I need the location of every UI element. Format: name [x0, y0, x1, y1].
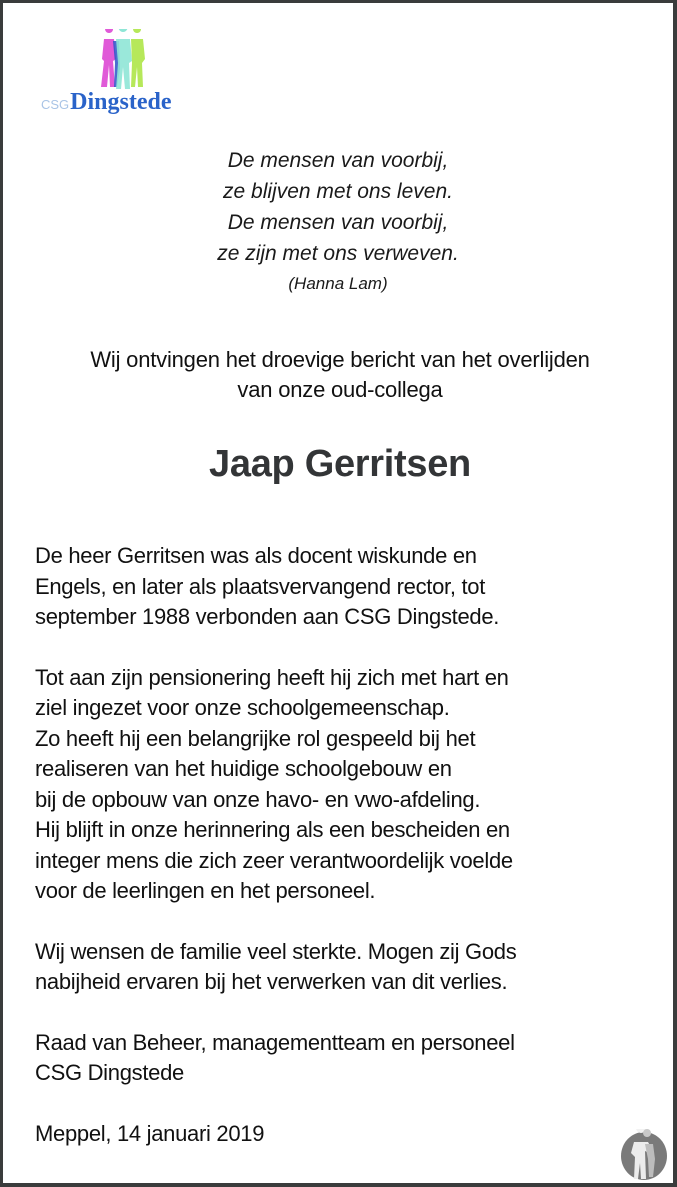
body-line: De heer Gerritsen was als docent wiskunde en — [35, 543, 477, 568]
body-line: Raad van Beheer, managementteam en personeel — [35, 1029, 515, 1055]
intro-line: van onze oud-collega — [237, 377, 443, 402]
body-line: september 1988 verbonden aan CSG Dingstede. — [35, 604, 500, 629]
poem — [3, 145, 673, 299]
school-logo — [41, 29, 186, 121]
poem-line: De mensen van voorbij, — [227, 149, 449, 172]
place-date: Meppel, 14 januari 2019 — [35, 1120, 265, 1146]
body-line: bij de opbouw van onze havo- en vwo-afdeling. — [35, 786, 481, 812]
logo-name: Dingstede — [70, 89, 172, 115]
body-line: voor de leerlingen en het personeel. — [35, 878, 376, 903]
body-line: Wij wensen de familie veel sterkte. Mogen zij Gods — [35, 938, 517, 964]
paragraph-tribute — [35, 663, 665, 907]
obituary-body — [35, 541, 665, 1179]
intro-line: Wij ontvingen het droevige bericht van het overlijden — [90, 347, 590, 372]
poem-line: ze blijven met ons leven. — [223, 180, 453, 203]
deceased-name: Jaap Gerritsen — [209, 443, 471, 485]
poem-line: ze zijn met ons verweven. — [217, 242, 459, 265]
logo-wordmark — [41, 89, 172, 116]
body-line: Zo heeft hij een belangrijke rol gespeeld bij het — [35, 725, 476, 751]
paragraph-condolence — [35, 937, 665, 998]
announcement-intro — [3, 345, 677, 405]
body-line: Engels, en later als plaatsvervangend rector, tot — [35, 573, 486, 599]
body-line: nabijheid ervaren bij het verwerken van dit verlies. — [35, 969, 508, 994]
logo-prefix: CSG — [41, 97, 70, 112]
paragraph-place-date — [35, 1119, 665, 1150]
body-line: realiseren van het huidige schoolgebouw en — [35, 756, 452, 781]
paragraph-career — [35, 541, 665, 633]
embracing-figures-icon — [619, 1129, 669, 1181]
poem-author: (Hanna Lam) — [288, 274, 388, 293]
body-line: integer mens die zich zeer verantwoordelijk voelde — [35, 847, 513, 873]
poem-line: De mensen van voorbij, — [227, 211, 449, 234]
obituary-card — [3, 3, 673, 1183]
body-line: ziel ingezet voor onze schoolgemeenschap. — [35, 695, 450, 720]
people-silhouettes-icon — [99, 29, 149, 93]
body-line: Hij blijft in onze herinnering als een bescheiden en — [35, 817, 510, 842]
body-line: CSG Dingstede — [35, 1060, 184, 1085]
body-line: Tot aan zijn pensionering heeft hij zich met hart en — [35, 664, 509, 690]
paragraph-signature — [35, 1028, 665, 1089]
